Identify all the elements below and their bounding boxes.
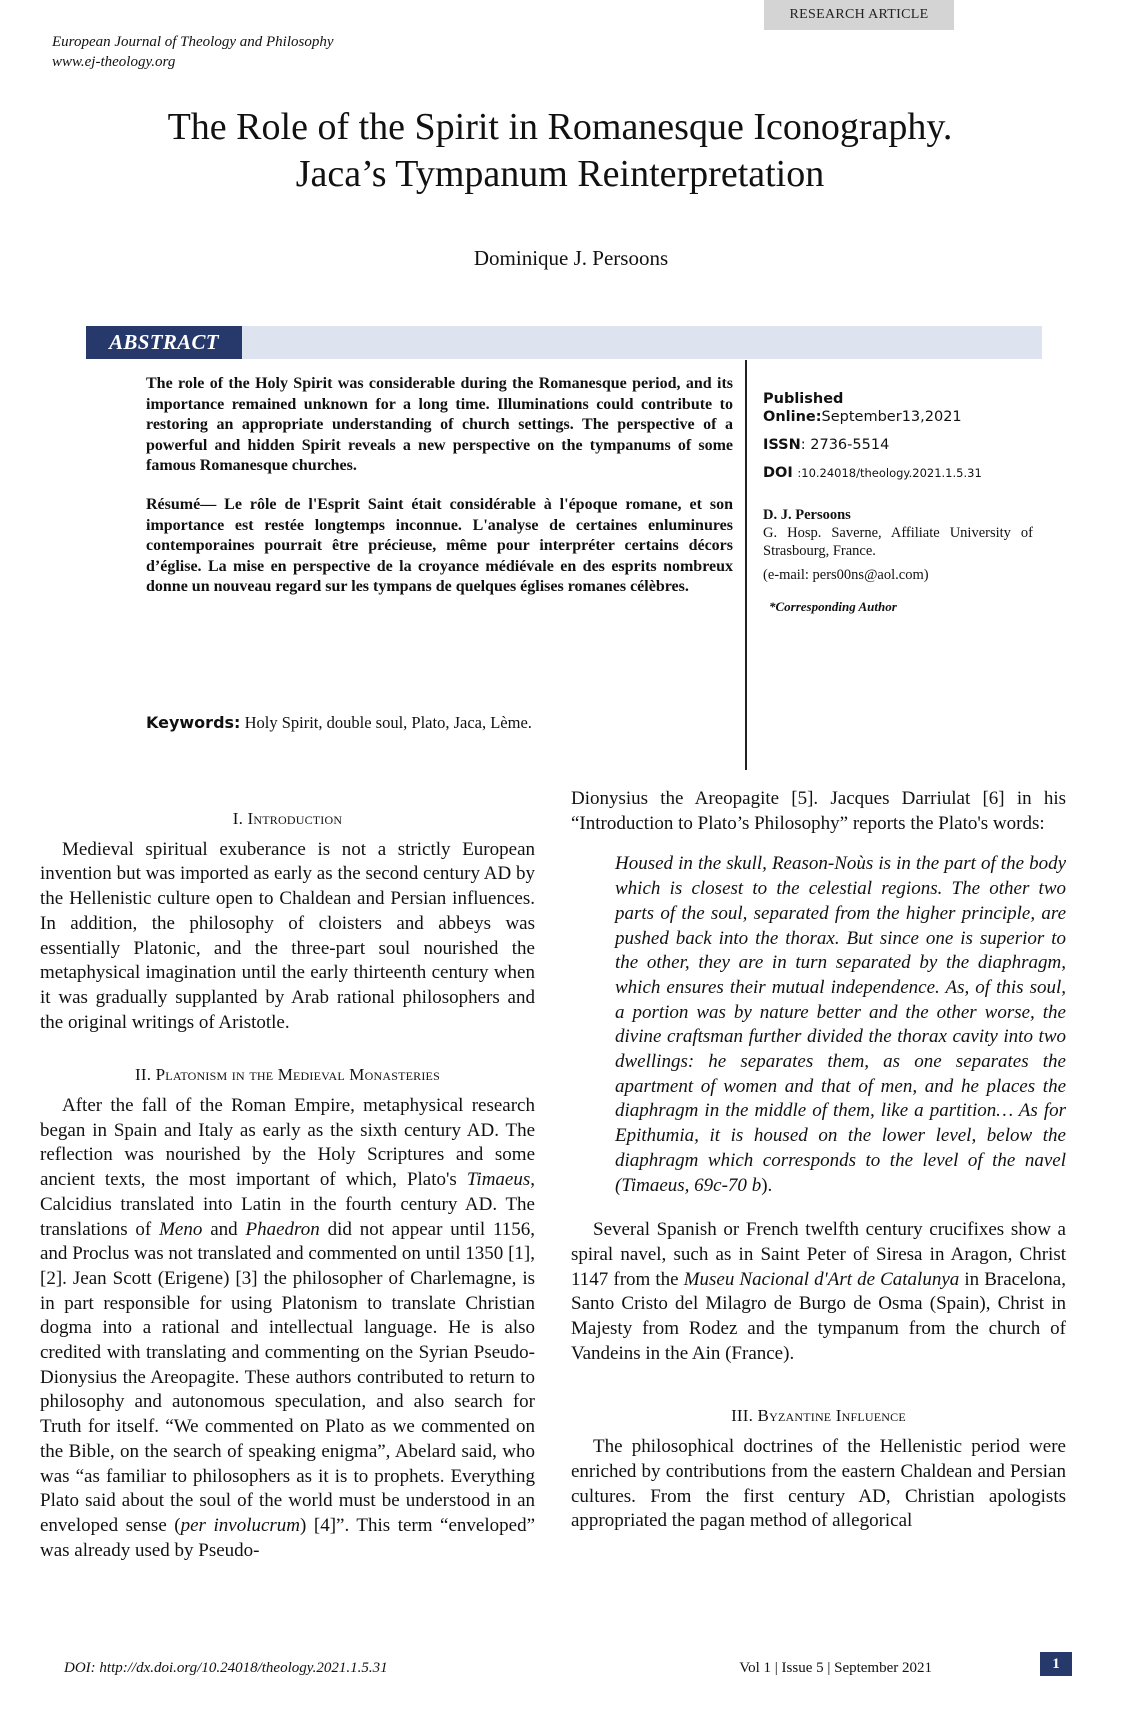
published-online xyxy=(763,390,1033,426)
museu-name: Museu Nacional d'Art de Catalunya xyxy=(683,1268,960,1290)
issn-label: ISSN xyxy=(763,437,801,453)
abstract-divider xyxy=(745,360,747,770)
keywords-label: Keywords: xyxy=(146,713,241,732)
footer-doi[interactable]: DOI: http://dx.doi.org/10.24018/theology.2021.1.5.31 xyxy=(64,1660,388,1676)
abstract-body xyxy=(146,374,733,616)
sidebar-author-name: D. J. Persoons xyxy=(763,507,851,523)
sidebar-email[interactable]: (e-mail: pers00ns@aol.com) xyxy=(763,567,929,583)
abstract-label: ABSTRACT xyxy=(86,326,242,359)
section-1-heading: I. Introduction xyxy=(232,809,343,828)
section-3-heading: III. Byzantine Influence xyxy=(731,1406,906,1426)
journal-name: European Journal of Theology and Philosophy xyxy=(52,34,334,50)
article-info-sidebar xyxy=(763,390,1033,616)
doi-label: DOI xyxy=(763,465,793,481)
title-line-1: The Role of the Spirit in Romanesque Iconography. xyxy=(167,106,953,148)
paper-title xyxy=(60,104,1060,198)
section-2-paragraph: After the fall of the Roman Empire, metaphysical research began in Spain and Italy as early as the sixth century AD. The reflection was nourished by the Holy Scriptures and some ancient texts, the most important of which, Plato's Timaeus, Calcidius translated into Latin in the fourth century AD. The translations of Meno and Phaedron did not appear until 1156, and Proclus was not translated and commented on until 1350 [1], [2]. Jean Scott (Erigene) [3] the philosopher of Charlemagne, is in part responsible for using Platonism to translate Christian dogma into a rational and intellectual language. He is also credited with translating and commenting on the Syrian Pseudo-Dionysius the Areopagite. These authors contributed to return to philosophy and autonomous speculation, and also search for Truth for itself. “We commented on Plato as we commented on the Bible, on the search of speaking enigma”, Abelard said, who was “as familiar to philosophers as it is to prophets. Everything Plato said about the soul of the world must be understood in an enveloped sense (per involucrum) [4]”. This term “enveloped” was already used by Pseudo- xyxy=(40,1095,536,1561)
sidebar-affiliation: G. Hosp. Saverne, Affiliate University of Strasbourg, France. xyxy=(763,525,1033,559)
per-involucrum: per involucrum xyxy=(180,1514,301,1536)
corresponding-author-note: *Corresponding Author xyxy=(769,599,897,614)
keywords-value: Holy Spirit, double soul, Plato, Jaca, Lème. xyxy=(244,713,532,732)
page-number: 1 xyxy=(1040,1652,1072,1676)
author-name: Dominique J. Persoons xyxy=(473,246,669,270)
right-paragraph-1: Dionysius the Areopagite [5]. Jacques Darriulat [6] in his “Introduction to Plato’s Philosophy” reports the Plato's words: xyxy=(571,788,1066,834)
section-1-paragraph: Medieval spiritual exuberance is not a strictly European invention but was imported as early as the second century AD by the Hellenistic culture open to Chaldean and Persian influences. In addition, the philosophy of cloisters and abbeys was essentially Platonic, and the three-part soul nourished the metaphysical imagination until the early thirteenth century when it was gradually supplanted by Arab rational philosophers and the original writings of Aristotle. xyxy=(40,838,535,1033)
journal-header xyxy=(52,32,334,72)
right-column xyxy=(571,787,1066,1534)
journal-url[interactable]: www.ej-theology.org xyxy=(52,54,176,70)
section-2-heading: II. Platonism in the Medieval Monasteries xyxy=(135,1065,440,1085)
abstract-resume: Résumé— Le rôle de l'Esprit Saint était considérable à l'époque romane, et son importance est restée longtemps inconnue. L'analyse de certaines enluminures contemporaines pourrait être précieuse, même pour interpréter certains décors d’église. La mise en perspective de la croyance médiévale en des esprits nombreux donne un nouveau regard sur les tympans de quelques églises romanes célèbres. xyxy=(146,495,733,596)
left-column xyxy=(40,807,535,1563)
footer-issue: Vol 1 | Issue 5 | September 2021 xyxy=(739,1660,932,1676)
section-3-paragraph: The philosophical doctrines of the Hellenistic period were enriched by contributions from the eastern Chaldean and Persian cultures. From the first century AD, Christian apologists appropriated the pagan method of allegorical xyxy=(571,1436,1066,1532)
right-paragraph-2: Several Spanish or French twelfth century crucifixes show a spiral navel, such as in Saint Peter of Siresa in Aragon, Christ 1147 from the Museu Nacional d'Art de Catalunya in Bracelona, Santo Cristo del Milagro de Burgo de Osma (Spain), Christ in Majesty from Rodez and the tympanum from the church of Vandeins in the Ain (France). xyxy=(571,1219,1066,1364)
issn xyxy=(763,436,1033,454)
doi xyxy=(763,464,1033,482)
issn-value: : 2736-5514 xyxy=(800,437,890,453)
meno-title: Meno xyxy=(159,1218,203,1240)
keywords xyxy=(146,713,532,733)
doi-value[interactable]: :10.24018/theology.2021.1.5.31 xyxy=(797,466,982,480)
phaedron-title: Phaedron xyxy=(245,1218,320,1240)
article-type-tag: RESEARCH ARTICLE xyxy=(764,0,954,30)
title-line-2: Jaca’s Tympanum Reinterpretation xyxy=(295,153,825,195)
timaeus-title: Timaeus xyxy=(466,1169,531,1191)
published-value: September13,2021 xyxy=(821,409,962,425)
plato-quote: Housed in the skull, Reason-Noùs is in the part of the body which is closest to the celestial regions. The other two parts of the soul, separated from the higher principle, are pushed back into the thorax. But since one is superior to the other, they are in turn separated by the diaphragm, which ensures their mutual independence. As, of this soul, a portion was by nature better and the other worse, the divine craftsman further divided the thorax cavity into two dwellings: he separates them, as one separates the apartment of women and that of men, and he places the diaphragm in the middle of them, like a partition… As for Epithumia, it is housed on the lower level, below the diaphragm which corresponds to the level of the navel (Timaeus, 69c-70 b). xyxy=(615,853,1066,1196)
abstract-english: The role of the Holy Spirit was considerable during the Romanesque period, and its importance remained unknown for a long time. Illuminations could contribute to restoring an appropriate understanding of church settings. The perspective of a powerful and hidden Spirit reveals a new perspective on the tympanums of some famous Romanesque churches. xyxy=(146,375,733,475)
published-label: Published Online: xyxy=(763,391,844,425)
